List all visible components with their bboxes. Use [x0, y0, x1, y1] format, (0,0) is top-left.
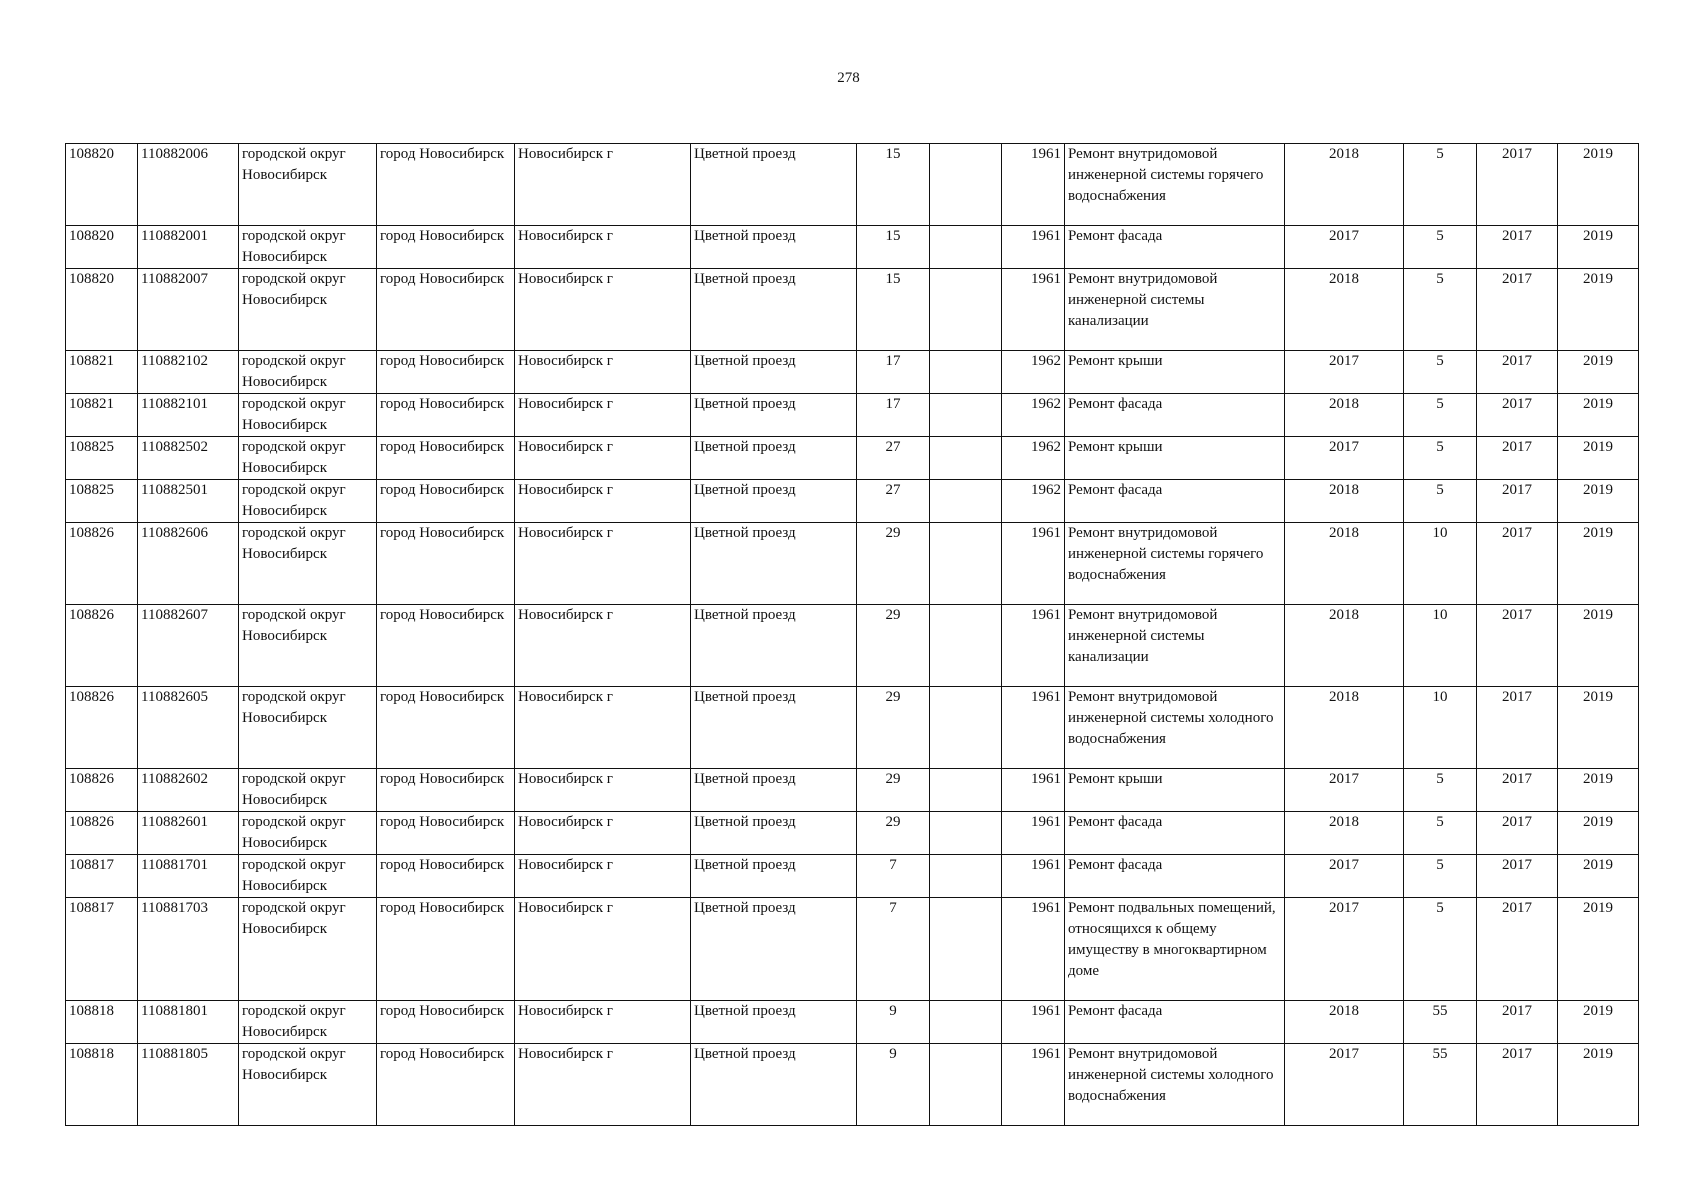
cell-start-year: 2017 — [1477, 1001, 1558, 1044]
cell-id: 108826 — [66, 605, 138, 687]
cell-year-built: 1961 — [1002, 687, 1065, 769]
cell-settlement: город Новосибирск — [377, 855, 515, 898]
cell-street: Цветной проезд — [691, 144, 857, 226]
cell-extra — [930, 769, 1002, 812]
cell-start-year: 2017 — [1477, 855, 1558, 898]
cell-house: 7 — [857, 855, 930, 898]
cell-district: городской округ Новосибирск — [239, 226, 377, 269]
table-row — [66, 605, 1639, 687]
cell-code: 110882502 — [138, 437, 239, 480]
cell-count: 5 — [1404, 226, 1477, 269]
cell-city: Новосибирск г — [515, 812, 691, 855]
cell-count: 5 — [1404, 394, 1477, 437]
cell-start-year: 2017 — [1477, 1044, 1558, 1126]
cell-city: Новосибирск г — [515, 144, 691, 226]
cell-start-year: 2017 — [1477, 523, 1558, 605]
cell-city: Новосибирск г — [515, 855, 691, 898]
cell-count: 10 — [1404, 605, 1477, 687]
cell-house: 17 — [857, 351, 930, 394]
cell-street: Цветной проезд — [691, 523, 857, 605]
cell-code: 110882006 — [138, 144, 239, 226]
cell-id: 108826 — [66, 769, 138, 812]
cell-end-year: 2019 — [1558, 769, 1639, 812]
cell-district: городской округ Новосибирск — [239, 437, 377, 480]
cell-house: 7 — [857, 898, 930, 1001]
cell-district: городской округ Новосибирск — [239, 1001, 377, 1044]
cell-city: Новосибирск г — [515, 1044, 691, 1126]
cell-id: 108818 — [66, 1001, 138, 1044]
cell-settlement: город Новосибирск — [377, 898, 515, 1001]
cell-end-year: 2019 — [1558, 855, 1639, 898]
cell-code: 110882607 — [138, 605, 239, 687]
cell-extra — [930, 523, 1002, 605]
cell-end-year: 2019 — [1558, 812, 1639, 855]
page-number: 278 — [837, 70, 860, 86]
cell-house: 29 — [857, 769, 930, 812]
cell-count: 5 — [1404, 769, 1477, 812]
cell-start-year: 2017 — [1477, 687, 1558, 769]
cell-count: 10 — [1404, 687, 1477, 769]
cell-count: 5 — [1404, 144, 1477, 226]
cell-code: 110881801 — [138, 1001, 239, 1044]
cell-id: 108825 — [66, 437, 138, 480]
cell-work: Ремонт крыши — [1065, 351, 1285, 394]
cell-work: Ремонт фасада — [1065, 480, 1285, 523]
cell-extra — [930, 855, 1002, 898]
cell-extra — [930, 1044, 1002, 1126]
cell-district: городской округ Новосибирск — [239, 394, 377, 437]
cell-extra — [930, 394, 1002, 437]
table-row — [66, 437, 1639, 480]
cell-city: Новосибирск г — [515, 687, 691, 769]
cell-extra — [930, 269, 1002, 351]
cell-year-built: 1961 — [1002, 1001, 1065, 1044]
cell-house: 15 — [857, 144, 930, 226]
cell-work: Ремонт внутридомовой инженерной системы холодного водоснабжения — [1065, 687, 1285, 769]
cell-house: 29 — [857, 523, 930, 605]
cell-plan-year: 2018 — [1285, 812, 1404, 855]
table-row — [66, 812, 1639, 855]
cell-district: городской округ Новосибирск — [239, 480, 377, 523]
cell-code: 110882102 — [138, 351, 239, 394]
cell-district: городской округ Новосибирск — [239, 144, 377, 226]
cell-id: 108817 — [66, 855, 138, 898]
cell-end-year: 2019 — [1558, 480, 1639, 523]
cell-count: 5 — [1404, 855, 1477, 898]
cell-work: Ремонт фасада — [1065, 855, 1285, 898]
cell-city: Новосибирск г — [515, 480, 691, 523]
cell-plan-year: 2017 — [1285, 1044, 1404, 1126]
cell-end-year: 2019 — [1558, 351, 1639, 394]
cell-street: Цветной проезд — [691, 480, 857, 523]
cell-extra — [930, 605, 1002, 687]
cell-start-year: 2017 — [1477, 394, 1558, 437]
cell-settlement: город Новосибирск — [377, 437, 515, 480]
cell-city: Новосибирск г — [515, 437, 691, 480]
cell-work: Ремонт внутридомовой инженерной системы горячего водоснабжения — [1065, 144, 1285, 226]
cell-start-year: 2017 — [1477, 351, 1558, 394]
table-row — [66, 769, 1639, 812]
cell-street: Цветной проезд — [691, 394, 857, 437]
table-row — [66, 480, 1639, 523]
cell-district: городской округ Новосибирск — [239, 523, 377, 605]
cell-end-year: 2019 — [1558, 144, 1639, 226]
cell-id: 108826 — [66, 812, 138, 855]
cell-plan-year: 2018 — [1285, 1001, 1404, 1044]
cell-extra — [930, 226, 1002, 269]
cell-house: 17 — [857, 394, 930, 437]
table-row — [66, 1044, 1639, 1126]
cell-street: Цветной проезд — [691, 855, 857, 898]
cell-work: Ремонт внутридомовой инженерной системы канализации — [1065, 605, 1285, 687]
cell-house: 9 — [857, 1044, 930, 1126]
cell-house: 9 — [857, 1001, 930, 1044]
cell-district: городской округ Новосибирск — [239, 687, 377, 769]
cell-work: Ремонт внутридомовой инженерной системы канализации — [1065, 269, 1285, 351]
cell-id: 108821 — [66, 394, 138, 437]
cell-plan-year: 2018 — [1285, 394, 1404, 437]
cell-plan-year: 2017 — [1285, 351, 1404, 394]
cell-code: 110882001 — [138, 226, 239, 269]
cell-code: 110882101 — [138, 394, 239, 437]
cell-count: 5 — [1404, 269, 1477, 351]
cell-year-built: 1961 — [1002, 1044, 1065, 1126]
cell-year-built: 1961 — [1002, 769, 1065, 812]
cell-settlement: город Новосибирск — [377, 269, 515, 351]
cell-plan-year: 2017 — [1285, 437, 1404, 480]
cell-city: Новосибирск г — [515, 394, 691, 437]
cell-work: Ремонт крыши — [1065, 437, 1285, 480]
cell-count: 5 — [1404, 480, 1477, 523]
cell-street: Цветной проезд — [691, 437, 857, 480]
table-body — [66, 144, 1639, 1126]
table-row — [66, 1001, 1639, 1044]
cell-end-year: 2019 — [1558, 1044, 1639, 1126]
cell-code: 110882501 — [138, 480, 239, 523]
cell-work: Ремонт внутридомовой инженерной системы горячего водоснабжения — [1065, 523, 1285, 605]
cell-year-built: 1962 — [1002, 480, 1065, 523]
cell-year-built: 1961 — [1002, 898, 1065, 1001]
cell-id: 108821 — [66, 351, 138, 394]
cell-house: 29 — [857, 605, 930, 687]
cell-work: Ремонт фасада — [1065, 1001, 1285, 1044]
cell-street: Цветной проезд — [691, 1001, 857, 1044]
cell-start-year: 2017 — [1477, 605, 1558, 687]
cell-street: Цветной проезд — [691, 812, 857, 855]
cell-settlement: город Новосибирск — [377, 1001, 515, 1044]
cell-house: 15 — [857, 226, 930, 269]
cell-district: городской округ Новосибирск — [239, 1044, 377, 1126]
cell-id: 108825 — [66, 480, 138, 523]
cell-id: 108820 — [66, 144, 138, 226]
cell-count: 55 — [1404, 1044, 1477, 1126]
registry-table — [65, 143, 1639, 1126]
cell-street: Цветной проезд — [691, 269, 857, 351]
cell-city: Новосибирск г — [515, 605, 691, 687]
cell-district: городской округ Новосибирск — [239, 812, 377, 855]
cell-extra — [930, 351, 1002, 394]
cell-city: Новосибирск г — [515, 1001, 691, 1044]
cell-street: Цветной проезд — [691, 769, 857, 812]
cell-code: 110881805 — [138, 1044, 239, 1126]
cell-start-year: 2017 — [1477, 480, 1558, 523]
cell-street: Цветной проезд — [691, 687, 857, 769]
cell-year-built: 1961 — [1002, 226, 1065, 269]
cell-extra — [930, 437, 1002, 480]
cell-start-year: 2017 — [1477, 226, 1558, 269]
cell-settlement: город Новосибирск — [377, 605, 515, 687]
cell-id: 108826 — [66, 523, 138, 605]
cell-district: городской округ Новосибирск — [239, 855, 377, 898]
cell-work: Ремонт фасада — [1065, 226, 1285, 269]
cell-code: 110881701 — [138, 855, 239, 898]
cell-city: Новосибирск г — [515, 226, 691, 269]
cell-house: 27 — [857, 480, 930, 523]
cell-id: 108820 — [66, 226, 138, 269]
cell-code: 110882605 — [138, 687, 239, 769]
table-row — [66, 226, 1639, 269]
cell-year-built: 1961 — [1002, 855, 1065, 898]
cell-settlement: город Новосибирск — [377, 687, 515, 769]
cell-settlement: город Новосибирск — [377, 480, 515, 523]
cell-year-built: 1961 — [1002, 523, 1065, 605]
cell-plan-year: 2018 — [1285, 605, 1404, 687]
cell-settlement: город Новосибирск — [377, 1044, 515, 1126]
cell-street: Цветной проезд — [691, 226, 857, 269]
table-row — [66, 351, 1639, 394]
cell-year-built: 1961 — [1002, 144, 1065, 226]
cell-street: Цветной проезд — [691, 351, 857, 394]
cell-end-year: 2019 — [1558, 687, 1639, 769]
table-row — [66, 269, 1639, 351]
cell-street: Цветной проезд — [691, 1044, 857, 1126]
cell-settlement: город Новосибирск — [377, 394, 515, 437]
cell-count: 55 — [1404, 1001, 1477, 1044]
cell-work: Ремонт подвальных помещений, относящихся к общему имуществу в многоквартирном доме — [1065, 898, 1285, 1001]
cell-plan-year: 2018 — [1285, 269, 1404, 351]
cell-plan-year: 2017 — [1285, 898, 1404, 1001]
cell-house: 29 — [857, 687, 930, 769]
cell-end-year: 2019 — [1558, 269, 1639, 351]
cell-district: городской округ Новосибирск — [239, 269, 377, 351]
cell-settlement: город Новосибирск — [377, 812, 515, 855]
cell-count: 5 — [1404, 351, 1477, 394]
table-row — [66, 687, 1639, 769]
cell-settlement: город Новосибирск — [377, 351, 515, 394]
cell-extra — [930, 687, 1002, 769]
cell-count: 10 — [1404, 523, 1477, 605]
cell-start-year: 2017 — [1477, 812, 1558, 855]
cell-year-built: 1961 — [1002, 812, 1065, 855]
cell-count: 5 — [1404, 437, 1477, 480]
cell-end-year: 2019 — [1558, 437, 1639, 480]
cell-plan-year: 2018 — [1285, 144, 1404, 226]
cell-district: городской округ Новосибирск — [239, 605, 377, 687]
cell-city: Новосибирск г — [515, 351, 691, 394]
cell-work: Ремонт фасада — [1065, 394, 1285, 437]
cell-start-year: 2017 — [1477, 144, 1558, 226]
cell-settlement: город Новосибирск — [377, 523, 515, 605]
cell-count: 5 — [1404, 898, 1477, 1001]
cell-year-built: 1961 — [1002, 605, 1065, 687]
cell-settlement: город Новосибирск — [377, 769, 515, 812]
cell-work: Ремонт внутридомовой инженерной системы холодного водоснабжения — [1065, 1044, 1285, 1126]
cell-end-year: 2019 — [1558, 226, 1639, 269]
cell-district: городской округ Новосибирск — [239, 898, 377, 1001]
cell-year-built: 1962 — [1002, 437, 1065, 480]
cell-city: Новосибирск г — [515, 523, 691, 605]
cell-plan-year: 2017 — [1285, 855, 1404, 898]
cell-house: 27 — [857, 437, 930, 480]
cell-house: 15 — [857, 269, 930, 351]
cell-district: городской округ Новосибирск — [239, 769, 377, 812]
cell-end-year: 2019 — [1558, 523, 1639, 605]
table-row — [66, 394, 1639, 437]
table-row — [66, 144, 1639, 226]
cell-extra — [930, 1001, 1002, 1044]
cell-id: 108820 — [66, 269, 138, 351]
cell-district: городской округ Новосибирск — [239, 351, 377, 394]
cell-end-year: 2019 — [1558, 605, 1639, 687]
cell-plan-year: 2018 — [1285, 480, 1404, 523]
cell-code: 110882602 — [138, 769, 239, 812]
cell-code: 110882007 — [138, 269, 239, 351]
cell-plan-year: 2018 — [1285, 523, 1404, 605]
cell-start-year: 2017 — [1477, 269, 1558, 351]
cell-year-built: 1962 — [1002, 394, 1065, 437]
cell-plan-year: 2017 — [1285, 769, 1404, 812]
cell-extra — [930, 812, 1002, 855]
cell-id: 108826 — [66, 687, 138, 769]
cell-plan-year: 2017 — [1285, 226, 1404, 269]
table-row — [66, 855, 1639, 898]
cell-year-built: 1962 — [1002, 351, 1065, 394]
table-row — [66, 898, 1639, 1001]
table-row — [66, 523, 1639, 605]
cell-end-year: 2019 — [1558, 394, 1639, 437]
cell-id: 108817 — [66, 898, 138, 1001]
cell-code: 110882601 — [138, 812, 239, 855]
cell-house: 29 — [857, 812, 930, 855]
cell-end-year: 2019 — [1558, 1001, 1639, 1044]
cell-plan-year: 2018 — [1285, 687, 1404, 769]
cell-extra — [930, 898, 1002, 1001]
cell-city: Новосибирск г — [515, 769, 691, 812]
cell-id: 108818 — [66, 1044, 138, 1126]
cell-work: Ремонт крыши — [1065, 769, 1285, 812]
cell-city: Новосибирск г — [515, 898, 691, 1001]
cell-count: 5 — [1404, 812, 1477, 855]
cell-code: 110882606 — [138, 523, 239, 605]
cell-start-year: 2017 — [1477, 769, 1558, 812]
cell-street: Цветной проезд — [691, 605, 857, 687]
cell-street: Цветной проезд — [691, 898, 857, 1001]
cell-start-year: 2017 — [1477, 898, 1558, 1001]
cell-end-year: 2019 — [1558, 898, 1639, 1001]
cell-settlement: город Новосибирск — [377, 144, 515, 226]
cell-start-year: 2017 — [1477, 437, 1558, 480]
cell-year-built: 1961 — [1002, 269, 1065, 351]
cell-code: 110881703 — [138, 898, 239, 1001]
cell-settlement: город Новосибирск — [377, 226, 515, 269]
cell-extra — [930, 480, 1002, 523]
cell-extra — [930, 144, 1002, 226]
cell-work: Ремонт фасада — [1065, 812, 1285, 855]
cell-city: Новосибирск г — [515, 269, 691, 351]
